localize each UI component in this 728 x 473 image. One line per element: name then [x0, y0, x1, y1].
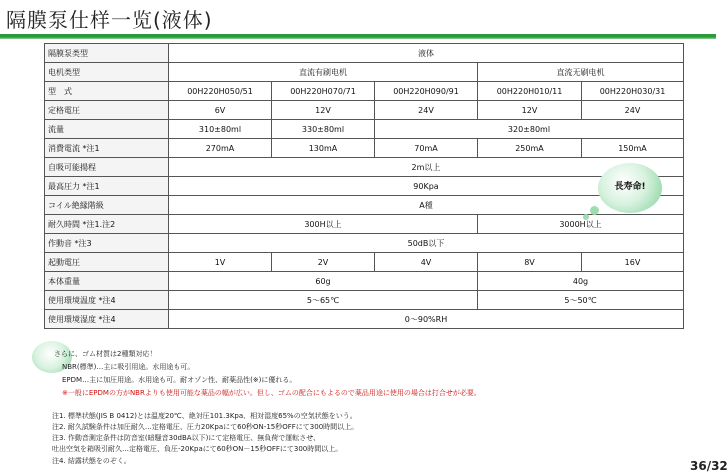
cell: 150mA: [582, 139, 684, 158]
page-title: 隔膜泵仕样一览(液体): [6, 8, 213, 32]
cell: 12V: [478, 101, 582, 120]
row-label: 最高圧力 *注1: [45, 177, 169, 196]
title-underline: [0, 34, 716, 39]
row-label: 耐久時間 *注1.注2: [45, 215, 169, 234]
cell: 130mA: [272, 139, 375, 158]
cell: A種: [169, 196, 684, 215]
footnote: 注2. 耐久試験条件は加圧耐久…定格電圧、圧力20Kpaにて60秒ON-15秒OFFにて300時間以上。: [52, 423, 359, 431]
table-row: [45, 234, 684, 253]
note-line: NBR(標準)…主に吸引用途。水用途も可。: [62, 363, 195, 371]
cell: 90Kpa: [169, 177, 684, 196]
row-label: 隔膜泵类型: [45, 44, 169, 63]
cell: 8V: [478, 253, 582, 272]
cell: 0～90%RH: [169, 310, 684, 329]
long-life-badge: [598, 163, 662, 213]
note-line: さらに、ゴム材質は2種類対応！: [54, 350, 157, 358]
table-row: [45, 139, 684, 158]
cell: 12V: [272, 101, 375, 120]
cell: 5～50℃: [478, 291, 684, 310]
row-label: 作動音 *注3: [45, 234, 169, 253]
cell: 直流无刷电机: [478, 63, 684, 82]
cell: 270mA: [169, 139, 272, 158]
row-label: 定格電圧: [45, 101, 169, 120]
cell: 40g: [478, 272, 684, 291]
row-label: 电机类型: [45, 63, 169, 82]
row-label: コイル絶縁階級: [45, 196, 169, 215]
table-row: [45, 196, 684, 215]
cell: 24V: [375, 101, 478, 120]
page-number: 36/32: [690, 459, 728, 473]
footnote: 注1. 標準状態(JIS B 0412)とは温度20℃、絶対圧101.3Kpa、相対湿度65%の空気状態をいう。: [52, 412, 357, 420]
row-label: 消費電流 *注1: [45, 139, 169, 158]
note-line: ※一般にEPDMの方がNBRよりも使用可能な薬品の幅が広い。但し、ゴムの配合にもよるので薬品用途に使用の場合は打合せが必要。: [62, 389, 481, 397]
table-row: [45, 101, 684, 120]
cell: 320±80ml: [375, 120, 684, 139]
cell: 6V: [169, 101, 272, 120]
cell: 液体: [169, 44, 684, 63]
cell: 1V: [169, 253, 272, 272]
footnote: 注3. 作動音測定条件は防音室(暗騒音30dBA以下)にて定格電圧、無負荷で運転させ、: [52, 434, 321, 442]
bubble-dot: [590, 206, 599, 215]
spec-table: [44, 43, 684, 329]
table-row: [45, 158, 684, 177]
cell: 16V: [582, 253, 684, 272]
row-label: 型 式: [45, 82, 169, 101]
table-row: [45, 253, 684, 272]
cell: 00H220H030/31: [582, 82, 684, 101]
cell: 2V: [272, 253, 375, 272]
table-row: [45, 63, 684, 82]
table-row: [45, 82, 684, 101]
note-line: EPDM…主に加圧用途。水用途も可。耐オゾン性、耐薬品性(※)に優れる。: [62, 376, 297, 384]
cell: 00H220H050/51: [169, 82, 272, 101]
cell: 00H220H090/91: [375, 82, 478, 101]
cell: 00H220H070/71: [272, 82, 375, 101]
cell: 00H220H010/11: [478, 82, 582, 101]
row-label: 自吸可能揚程: [45, 158, 169, 177]
footnote: 注4. 結露状態をのぞく。: [52, 457, 131, 465]
table-row: [45, 310, 684, 329]
table-row: [45, 120, 684, 139]
cell: 2m以上: [169, 158, 684, 177]
cell: 直流有刷电机: [169, 63, 478, 82]
row-label: 起動電圧: [45, 253, 169, 272]
row-label: 使用環境温度 *注4: [45, 291, 169, 310]
table-row: [45, 44, 684, 63]
cell: 250mA: [478, 139, 582, 158]
cell: 3000H以上: [478, 215, 684, 234]
cell: 330±80ml: [272, 120, 375, 139]
row-label: 流量: [45, 120, 169, 139]
table-row: [45, 177, 684, 196]
cell: 310±80ml: [169, 120, 272, 139]
row-label: 使用環境湿度 *注4: [45, 310, 169, 329]
cell: 50dB以下: [169, 234, 684, 253]
row-label: 本体重量: [45, 272, 169, 291]
cell: 70mA: [375, 139, 478, 158]
cell: 4V: [375, 253, 478, 272]
cell: 5～65℃: [169, 291, 478, 310]
bubble-dot: [583, 214, 589, 220]
badge-label: 長寿命!: [614, 182, 646, 192]
cell: 24V: [582, 101, 684, 120]
table-row: [45, 272, 684, 291]
footnote: 吐出空気を箱吸引耐久…定格電圧、負圧-20Kpaにて60秒ON－15秒OFFにて300時間以上。: [52, 445, 343, 453]
cell: 60g: [169, 272, 478, 291]
cell: 300H以上: [169, 215, 478, 234]
table-row: [45, 291, 684, 310]
